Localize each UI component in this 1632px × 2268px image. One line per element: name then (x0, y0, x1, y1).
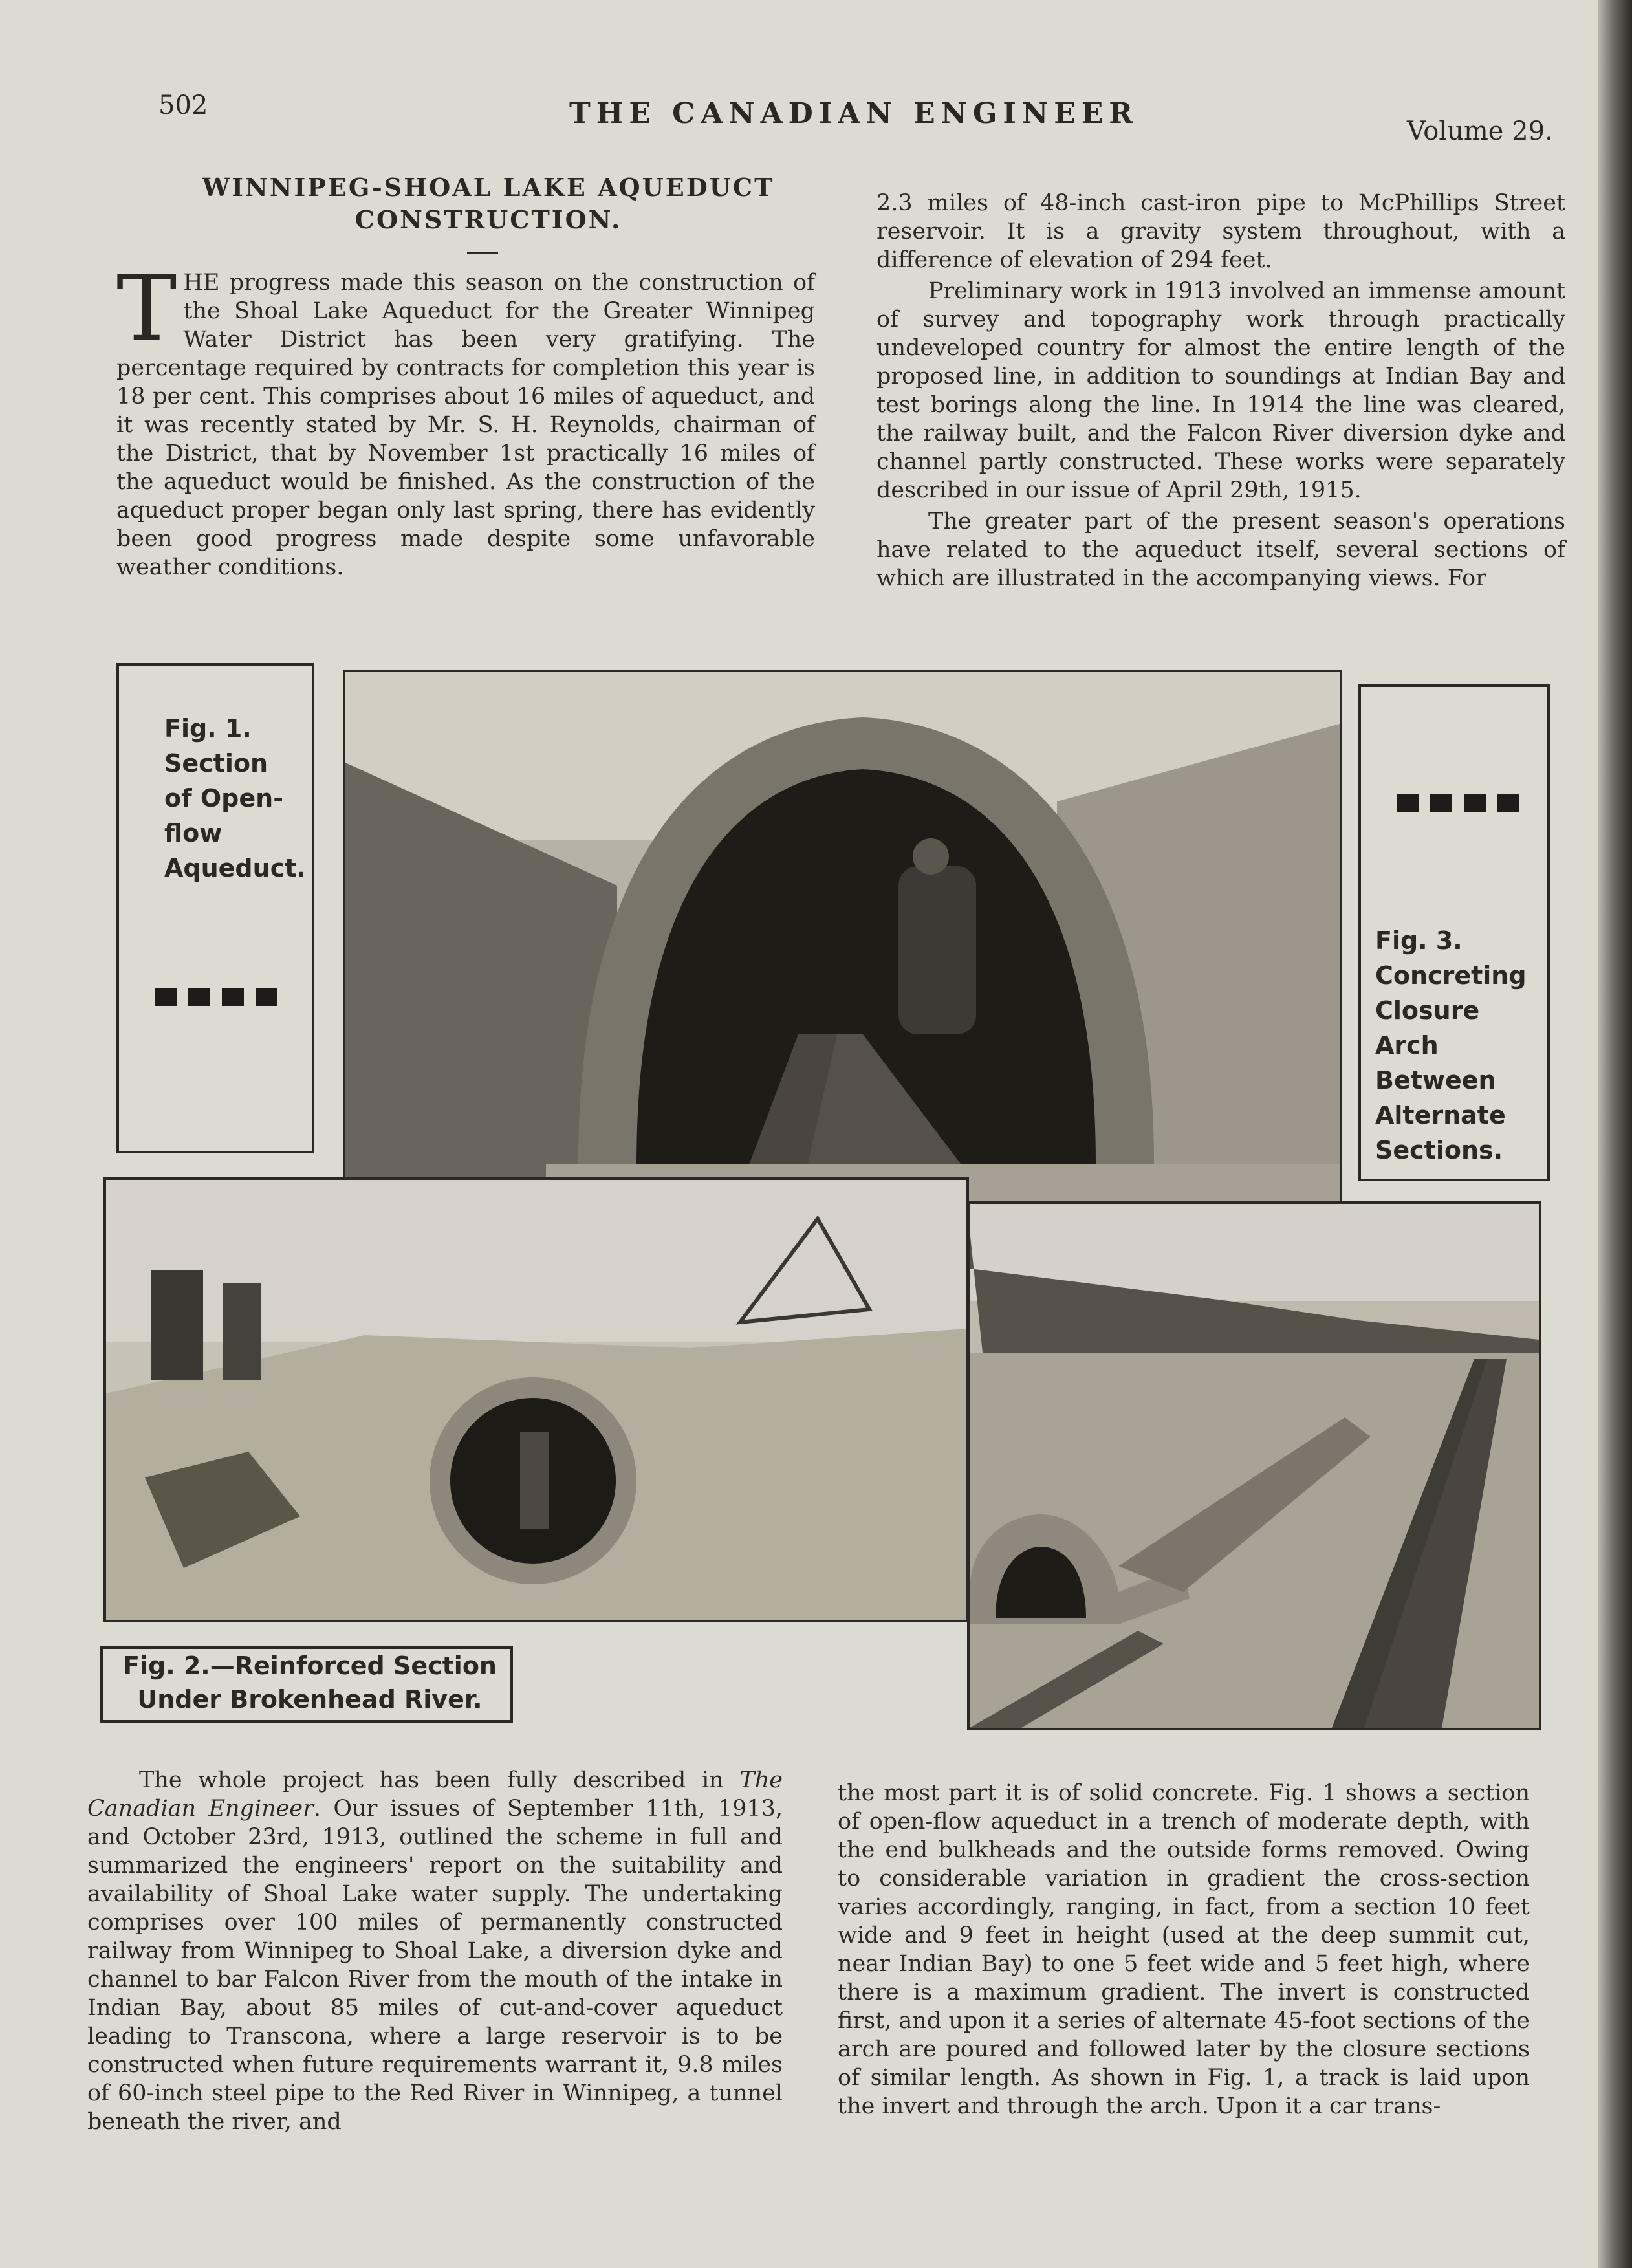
paragraph: the most part it is of solid concrete. Fig. 1 shows a section of open-flow aqueduct in a trench of moderate depth, with the end bulkheads and the outside forms removed. Owing to considerable variation in gradient the cross-section varies accordingly, ranging, in fact, from a section 10 feet wide and 9 feet in height (used at the deep summit cut, near Indian Bay) to one 5 feet wide and 5 feet high, where there is a maximum gradient. The invert is constructed first, and upon it a series of alternate 45-foot sections of the arch are poured and followed later by the closure sections of similar length. As shown in Fig. 1, a track is laid upon the invert and through the arch. Upon it a car trans- (838, 1780, 1530, 2119)
paragraph: 2.3 miles of 48-inch cast-iron pipe to McPhillips Street reservoir. It is a gravity system throughout, with a difference of elevation of 294 feet. (876, 190, 1565, 273)
journal-name: The Canadian Engineer (87, 1767, 783, 1822)
title-rule (467, 252, 498, 254)
article-title (120, 171, 857, 236)
paragraph: The greater part of the present season's operations have related to the aqueduct itself, several sections of which are illustrated in the accompanying views. For (876, 508, 1565, 591)
fig2-caption: Fig. 2.—Reinforced Section Under Brokenhead River. (123, 1652, 497, 1714)
paragraph: Preliminary work in 1913 involved an immense amount of survey and topography work through practically undeveloped country for almost the entire length of the proposed line, in addition to soundings at Indian Bay and test borings along the line. In 1914 the line was cleared, the railway built, and the Falcon River diversion dyke and channel partly constructed. These works were separately described in our issue of April 29th, 1915. (876, 278, 1565, 503)
column-bottom-right (838, 1779, 1530, 2121)
fig1-caption-box (116, 663, 314, 1153)
fig3-caption: Fig. 3. Concreting Closure Arch Between Alternate Sections. (1375, 926, 1527, 1164)
decorative-squares-icon (1397, 794, 1519, 812)
fig1-photo (343, 670, 1342, 1208)
page-number: 502 (158, 91, 208, 120)
column-top-left (116, 256, 815, 582)
decorative-squares-icon (155, 988, 277, 1006)
article-title-line1: WINNIPEG-SHOAL LAKE AQUEDUCT (202, 173, 775, 202)
fig3-photo (967, 1201, 1541, 1730)
fig2-photo (103, 1177, 969, 1622)
brokenhead-section-photo (106, 1180, 966, 1620)
fig1-caption: Fig. 1. Section of Open-flow Aqueduct. (164, 714, 306, 882)
journal-title: THE CANADIAN ENGINEER (569, 97, 1138, 130)
article-title-line2: CONSTRUCTION. (354, 205, 622, 234)
drop-cap: T (116, 256, 177, 362)
volume-label: Volume 29. (1407, 116, 1553, 146)
paragraph-text: . Our issues of September 11th, 1913, and October 23rd, 1913, outlined the scheme in full and summarized the engineers' report on the suitability and availability of Shoal Lake water supply. The undertaking comprises over 100 miles of permanently constructed railway from Winnipeg to Shoal Lake, a diversion dyke and channel to bar Falcon River from the mouth of the intake in Indian Bay, about 85 miles of cut-and-cover aqueduct leading to Transcona, where a large reservoir is to be constructed when future requirements warrant it, 9.8 miles of 60-inch steel pipe to the Red River in Winnipeg, a tunnel beneath the river, and (87, 1796, 783, 2135)
closure-arch-photo (970, 1204, 1539, 1728)
paragraph (116, 256, 815, 582)
fig3-caption-box (1358, 684, 1550, 1181)
paragraph-text: HE progress made this season on the construction of the Shoal Lake Aqueduct for the Greater Winnipeg Water District has been very gratifying. The percentage required by contracts for completion this year is 18 per cent. This comprises about 16 miles of aqueduct, and it was recently stated by Mr. S. H. Reynolds, chairman of the District, that by November 1st practically 16 miles of the aqueduct would be finished. As the construction of the aqueduct proper began only last spring, there has evidently been good progress made despite some unfavorable weather conditions. (116, 270, 815, 580)
column-top-right (876, 189, 1565, 593)
column-bottom-left (87, 1766, 783, 2136)
fig2-caption-box (100, 1646, 513, 1723)
aqueduct-arch-photo (345, 672, 1340, 1206)
paragraph (87, 1766, 783, 2136)
paragraph-text: The whole project has been fully described in (139, 1767, 740, 1793)
book-binding-edge (1598, 0, 1632, 2268)
